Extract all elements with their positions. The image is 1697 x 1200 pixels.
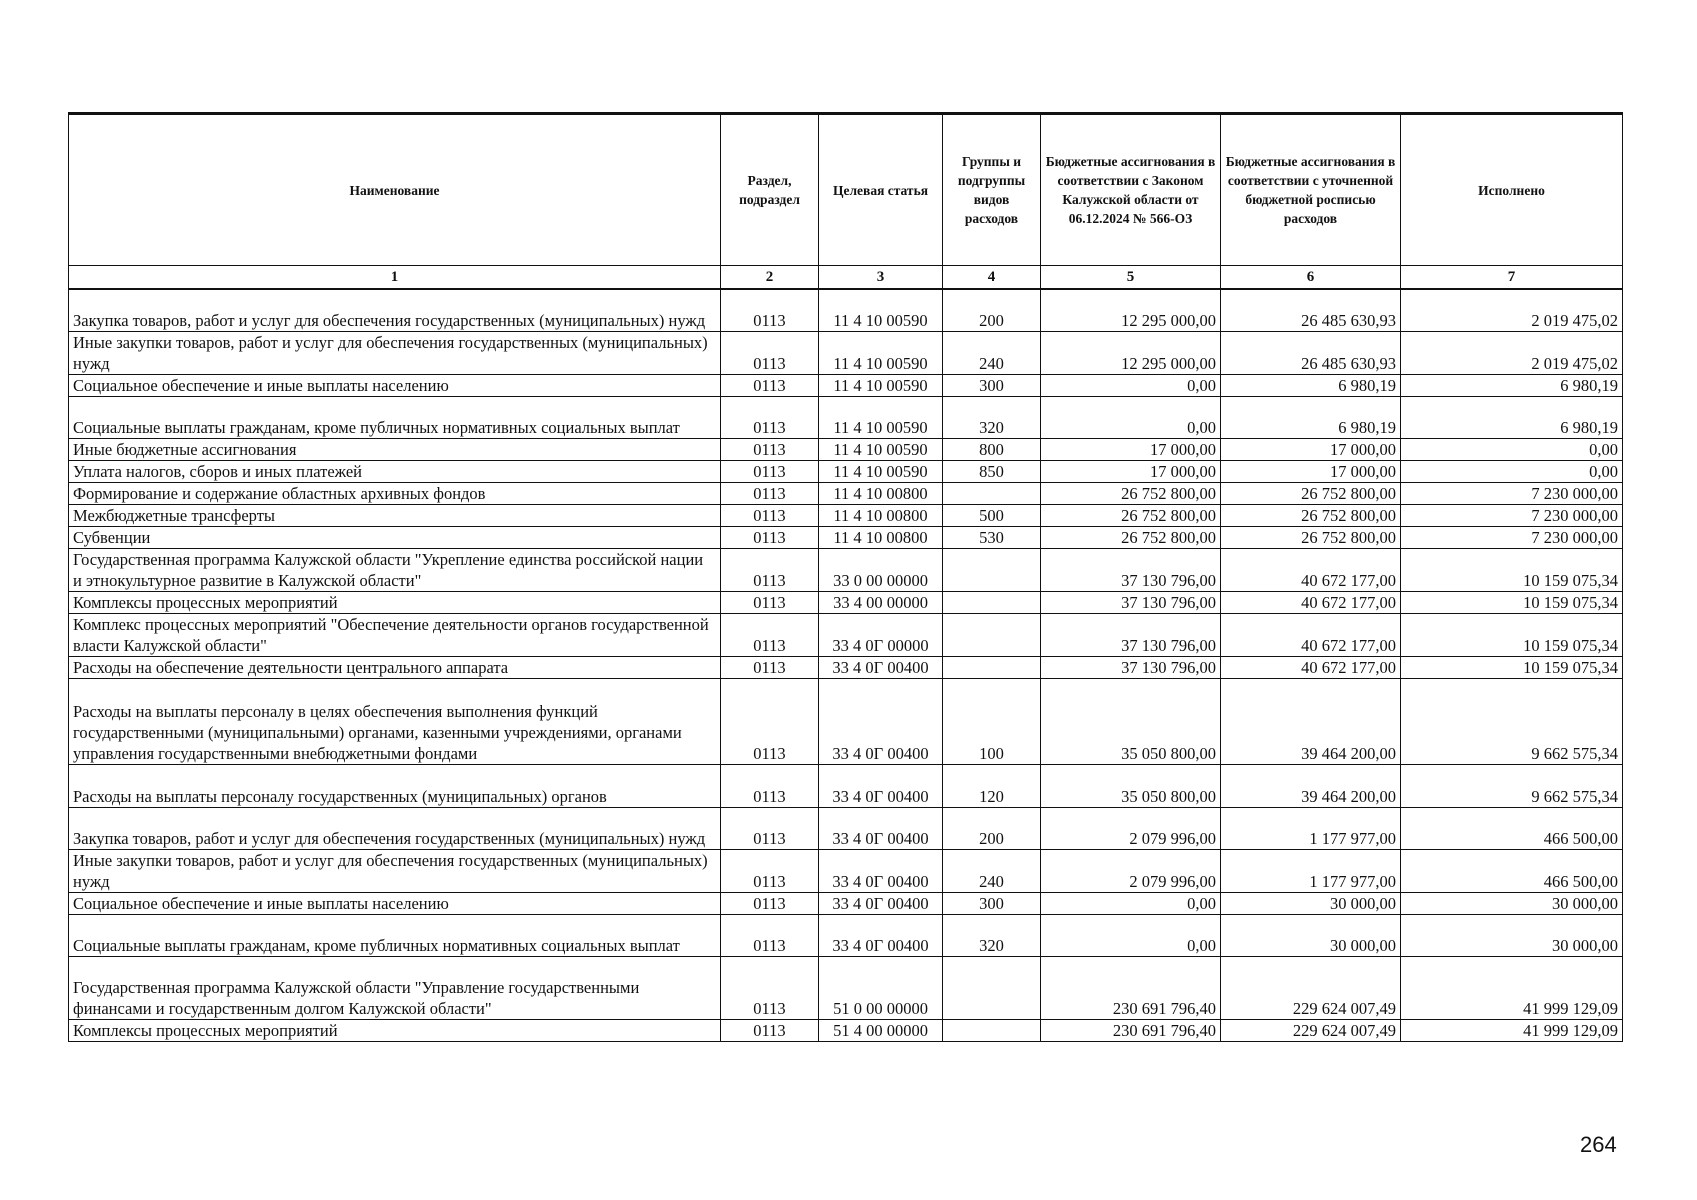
header-statya: Целевая статья bbox=[819, 114, 943, 266]
table-row bbox=[69, 656, 1623, 678]
row-name: Социальные выплаты гражданам, кроме публичных нормативных социальных выплат bbox=[69, 396, 721, 438]
table-row bbox=[69, 1019, 1623, 1041]
row-law-amount: 37 130 796,00 bbox=[1041, 591, 1221, 613]
row-razdel: 0113 bbox=[721, 914, 819, 956]
row-done-amount: 6 980,19 bbox=[1401, 396, 1623, 438]
row-plan-amount: 40 672 177,00 bbox=[1221, 656, 1401, 678]
row-law-amount: 0,00 bbox=[1041, 892, 1221, 914]
row-vid: 100 bbox=[943, 678, 1041, 764]
row-done-amount: 7 230 000,00 bbox=[1401, 526, 1623, 548]
table-row bbox=[69, 678, 1623, 764]
row-razdel: 0113 bbox=[721, 289, 819, 331]
row-name: Расходы на выплаты персоналу в целях обеспечения выполнения функций государственными (муниципальными) органами, казенными учреждениями, органами управления государственными внебюджетными фондами bbox=[69, 678, 721, 764]
row-done-amount: 2 019 475,02 bbox=[1401, 331, 1623, 374]
row-statya: 33 4 0Г 00400 bbox=[819, 678, 943, 764]
row-vid bbox=[943, 1019, 1041, 1041]
table-row bbox=[69, 482, 1623, 504]
row-statya: 33 4 0Г 00000 bbox=[819, 613, 943, 656]
row-plan-amount: 17 000,00 bbox=[1221, 460, 1401, 482]
row-law-amount: 230 691 796,40 bbox=[1041, 956, 1221, 1019]
row-law-amount: 26 752 800,00 bbox=[1041, 526, 1221, 548]
row-vid: 240 bbox=[943, 331, 1041, 374]
table-row bbox=[69, 914, 1623, 956]
row-law-amount: 0,00 bbox=[1041, 374, 1221, 396]
table-row bbox=[69, 764, 1623, 807]
row-statya: 11 4 10 00800 bbox=[819, 504, 943, 526]
budget-page bbox=[68, 112, 1622, 1042]
row-vid: 320 bbox=[943, 914, 1041, 956]
table-row bbox=[69, 591, 1623, 613]
row-done-amount: 10 159 075,34 bbox=[1401, 656, 1623, 678]
row-done-amount: 10 159 075,34 bbox=[1401, 591, 1623, 613]
header-vid: Группы и подгруппы видов расходов bbox=[943, 114, 1041, 266]
row-law-amount: 35 050 800,00 bbox=[1041, 678, 1221, 764]
row-statya: 51 4 00 00000 bbox=[819, 1019, 943, 1041]
row-razdel: 0113 bbox=[721, 331, 819, 374]
row-name: Социальное обеспечение и иные выплаты населению bbox=[69, 374, 721, 396]
row-plan-amount: 26 752 800,00 bbox=[1221, 526, 1401, 548]
row-statya: 11 4 10 00800 bbox=[819, 526, 943, 548]
row-plan-amount: 6 980,19 bbox=[1221, 396, 1401, 438]
row-statya: 33 4 0Г 00400 bbox=[819, 914, 943, 956]
row-statya: 33 0 00 00000 bbox=[819, 548, 943, 591]
row-statya: 33 4 00 00000 bbox=[819, 591, 943, 613]
row-done-amount: 30 000,00 bbox=[1401, 914, 1623, 956]
row-name: Иные закупки товаров, работ и услуг для обеспечения государственных (муниципальных) нужд bbox=[69, 849, 721, 892]
row-law-amount: 26 752 800,00 bbox=[1041, 482, 1221, 504]
table-row bbox=[69, 289, 1623, 331]
row-plan-amount: 229 624 007,49 bbox=[1221, 956, 1401, 1019]
row-plan-amount: 229 624 007,49 bbox=[1221, 1019, 1401, 1041]
table-row bbox=[69, 438, 1623, 460]
row-law-amount: 0,00 bbox=[1041, 396, 1221, 438]
row-vid bbox=[943, 656, 1041, 678]
row-vid bbox=[943, 548, 1041, 591]
row-done-amount: 9 662 575,34 bbox=[1401, 678, 1623, 764]
row-done-amount: 466 500,00 bbox=[1401, 807, 1623, 849]
table-row bbox=[69, 460, 1623, 482]
row-name: Комплексы процессных мероприятий bbox=[69, 591, 721, 613]
row-vid: 850 bbox=[943, 460, 1041, 482]
row-plan-amount: 26 752 800,00 bbox=[1221, 504, 1401, 526]
table-row bbox=[69, 613, 1623, 656]
row-statya: 11 4 10 00590 bbox=[819, 374, 943, 396]
row-razdel: 0113 bbox=[721, 892, 819, 914]
row-name: Государственная программа Калужской области "Управление государственными финансами и государственным долгом Калужской области" bbox=[69, 956, 721, 1019]
row-done-amount: 0,00 bbox=[1401, 438, 1623, 460]
row-done-amount: 41 999 129,09 bbox=[1401, 956, 1623, 1019]
header-plan: Бюджетные ассигнования в соответствии с уточненной бюджетной росписью расходов bbox=[1221, 114, 1401, 266]
row-razdel: 0113 bbox=[721, 807, 819, 849]
row-razdel: 0113 bbox=[721, 591, 819, 613]
column-number: 5 bbox=[1041, 266, 1221, 290]
row-law-amount: 37 130 796,00 bbox=[1041, 548, 1221, 591]
row-razdel: 0113 bbox=[721, 482, 819, 504]
table-row bbox=[69, 504, 1623, 526]
row-razdel: 0113 bbox=[721, 374, 819, 396]
column-number: 4 bbox=[943, 266, 1041, 290]
row-razdel: 0113 bbox=[721, 504, 819, 526]
row-statya: 11 4 10 00590 bbox=[819, 460, 943, 482]
row-plan-amount: 26 485 630,93 bbox=[1221, 331, 1401, 374]
row-done-amount: 41 999 129,09 bbox=[1401, 1019, 1623, 1041]
row-name: Уплата налогов, сборов и иных платежей bbox=[69, 460, 721, 482]
column-number: 2 bbox=[721, 266, 819, 290]
table-row bbox=[69, 374, 1623, 396]
row-name: Закупка товаров, работ и услуг для обеспечения государственных (муниципальных) нужд bbox=[69, 807, 721, 849]
row-plan-amount: 39 464 200,00 bbox=[1221, 764, 1401, 807]
row-razdel: 0113 bbox=[721, 764, 819, 807]
row-done-amount: 7 230 000,00 bbox=[1401, 482, 1623, 504]
row-plan-amount: 17 000,00 bbox=[1221, 438, 1401, 460]
row-done-amount: 10 159 075,34 bbox=[1401, 548, 1623, 591]
row-vid: 200 bbox=[943, 807, 1041, 849]
table-row bbox=[69, 956, 1623, 1019]
row-statya: 11 4 10 00800 bbox=[819, 482, 943, 504]
row-plan-amount: 26 485 630,93 bbox=[1221, 289, 1401, 331]
row-name: Закупка товаров, работ и услуг для обеспечения государственных (муниципальных) нужд bbox=[69, 289, 721, 331]
row-done-amount: 6 980,19 bbox=[1401, 374, 1623, 396]
budget-table bbox=[68, 112, 1623, 1042]
row-name: Комплекс процессных мероприятий "Обеспечение деятельности органов государственной власти Калужской области" bbox=[69, 613, 721, 656]
row-vid bbox=[943, 482, 1041, 504]
row-razdel: 0113 bbox=[721, 656, 819, 678]
table-row bbox=[69, 396, 1623, 438]
row-done-amount: 30 000,00 bbox=[1401, 892, 1623, 914]
row-razdel: 0113 bbox=[721, 956, 819, 1019]
row-name: Формирование и содержание областных архивных фондов bbox=[69, 482, 721, 504]
table-row bbox=[69, 548, 1623, 591]
header-law: Бюджетные ассигнования в соответствии с Законом Калужской области от 06.12.2024 № 566-ОЗ bbox=[1041, 114, 1221, 266]
header-done: Исполнено bbox=[1401, 114, 1623, 266]
row-statya: 11 4 10 00590 bbox=[819, 289, 943, 331]
row-statya: 33 4 0Г 00400 bbox=[819, 892, 943, 914]
row-done-amount: 2 019 475,02 bbox=[1401, 289, 1623, 331]
row-done-amount: 7 230 000,00 bbox=[1401, 504, 1623, 526]
header-name: Наименование bbox=[69, 114, 721, 266]
column-number: 1 bbox=[69, 266, 721, 290]
column-number: 6 bbox=[1221, 266, 1401, 290]
table-row bbox=[69, 807, 1623, 849]
row-statya: 11 4 10 00590 bbox=[819, 396, 943, 438]
row-razdel: 0113 bbox=[721, 678, 819, 764]
row-plan-amount: 1 177 977,00 bbox=[1221, 849, 1401, 892]
row-name: Социальные выплаты гражданам, кроме публичных нормативных социальных выплат bbox=[69, 914, 721, 956]
row-razdel: 0113 bbox=[721, 460, 819, 482]
row-name: Расходы на обеспечение деятельности центрального аппарата bbox=[69, 656, 721, 678]
row-law-amount: 17 000,00 bbox=[1041, 438, 1221, 460]
row-plan-amount: 1 177 977,00 bbox=[1221, 807, 1401, 849]
page-number: 264 bbox=[1580, 1132, 1617, 1157]
row-name: Расходы на выплаты персоналу государственных (муниципальных) органов bbox=[69, 764, 721, 807]
row-statya: 33 4 0Г 00400 bbox=[819, 849, 943, 892]
row-vid: 300 bbox=[943, 374, 1041, 396]
row-law-amount: 230 691 796,40 bbox=[1041, 1019, 1221, 1041]
row-statya: 51 0 00 00000 bbox=[819, 956, 943, 1019]
row-razdel: 0113 bbox=[721, 438, 819, 460]
header-razdel: Раздел, подраздел bbox=[721, 114, 819, 266]
row-done-amount: 10 159 075,34 bbox=[1401, 613, 1623, 656]
row-vid: 800 bbox=[943, 438, 1041, 460]
table-row bbox=[69, 849, 1623, 892]
row-plan-amount: 40 672 177,00 bbox=[1221, 613, 1401, 656]
row-name: Социальное обеспечение и иные выплаты населению bbox=[69, 892, 721, 914]
row-plan-amount: 40 672 177,00 bbox=[1221, 591, 1401, 613]
row-law-amount: 12 295 000,00 bbox=[1041, 289, 1221, 331]
row-plan-amount: 40 672 177,00 bbox=[1221, 548, 1401, 591]
row-plan-amount: 39 464 200,00 bbox=[1221, 678, 1401, 764]
row-razdel: 0113 bbox=[721, 526, 819, 548]
row-statya: 33 4 0Г 00400 bbox=[819, 656, 943, 678]
row-law-amount: 37 130 796,00 bbox=[1041, 656, 1221, 678]
row-done-amount: 0,00 bbox=[1401, 460, 1623, 482]
row-name: Иные бюджетные ассигнования bbox=[69, 438, 721, 460]
row-statya: 33 4 0Г 00400 bbox=[819, 764, 943, 807]
row-name: Комплексы процессных мероприятий bbox=[69, 1019, 721, 1041]
table-row bbox=[69, 892, 1623, 914]
row-name: Субвенции bbox=[69, 526, 721, 548]
row-plan-amount: 30 000,00 bbox=[1221, 914, 1401, 956]
row-done-amount: 466 500,00 bbox=[1401, 849, 1623, 892]
table-row bbox=[69, 331, 1623, 374]
row-razdel: 0113 bbox=[721, 396, 819, 438]
row-vid: 300 bbox=[943, 892, 1041, 914]
row-vid: 240 bbox=[943, 849, 1041, 892]
row-vid: 500 bbox=[943, 504, 1041, 526]
column-number: 7 bbox=[1401, 266, 1623, 290]
row-law-amount: 0,00 bbox=[1041, 914, 1221, 956]
row-law-amount: 37 130 796,00 bbox=[1041, 613, 1221, 656]
row-plan-amount: 6 980,19 bbox=[1221, 374, 1401, 396]
row-statya: 11 4 10 00590 bbox=[819, 331, 943, 374]
row-law-amount: 35 050 800,00 bbox=[1041, 764, 1221, 807]
row-razdel: 0113 bbox=[721, 1019, 819, 1041]
row-law-amount: 17 000,00 bbox=[1041, 460, 1221, 482]
row-law-amount: 2 079 996,00 bbox=[1041, 807, 1221, 849]
row-vid: 120 bbox=[943, 764, 1041, 807]
header-row bbox=[69, 114, 1623, 266]
row-vid: 320 bbox=[943, 396, 1041, 438]
row-vid bbox=[943, 956, 1041, 1019]
row-statya: 11 4 10 00590 bbox=[819, 438, 943, 460]
row-name: Иные закупки товаров, работ и услуг для обеспечения государственных (муниципальных) нужд bbox=[69, 331, 721, 374]
row-plan-amount: 26 752 800,00 bbox=[1221, 482, 1401, 504]
column-number: 3 bbox=[819, 266, 943, 290]
row-law-amount: 26 752 800,00 bbox=[1041, 504, 1221, 526]
row-razdel: 0113 bbox=[721, 849, 819, 892]
row-vid: 530 bbox=[943, 526, 1041, 548]
row-razdel: 0113 bbox=[721, 613, 819, 656]
row-done-amount: 9 662 575,34 bbox=[1401, 764, 1623, 807]
row-name: Государственная программа Калужской области "Укрепление единства российской нации и этнокультурное развитие в Калужской области" bbox=[69, 548, 721, 591]
row-law-amount: 2 079 996,00 bbox=[1041, 849, 1221, 892]
row-vid bbox=[943, 613, 1041, 656]
row-law-amount: 12 295 000,00 bbox=[1041, 331, 1221, 374]
row-statya: 33 4 0Г 00400 bbox=[819, 807, 943, 849]
row-plan-amount: 30 000,00 bbox=[1221, 892, 1401, 914]
row-name: Межбюджетные трансферты bbox=[69, 504, 721, 526]
column-number-row bbox=[69, 266, 1623, 290]
table-row bbox=[69, 526, 1623, 548]
row-razdel: 0113 bbox=[721, 548, 819, 591]
row-vid: 200 bbox=[943, 289, 1041, 331]
table-body bbox=[69, 289, 1623, 1041]
row-vid bbox=[943, 591, 1041, 613]
